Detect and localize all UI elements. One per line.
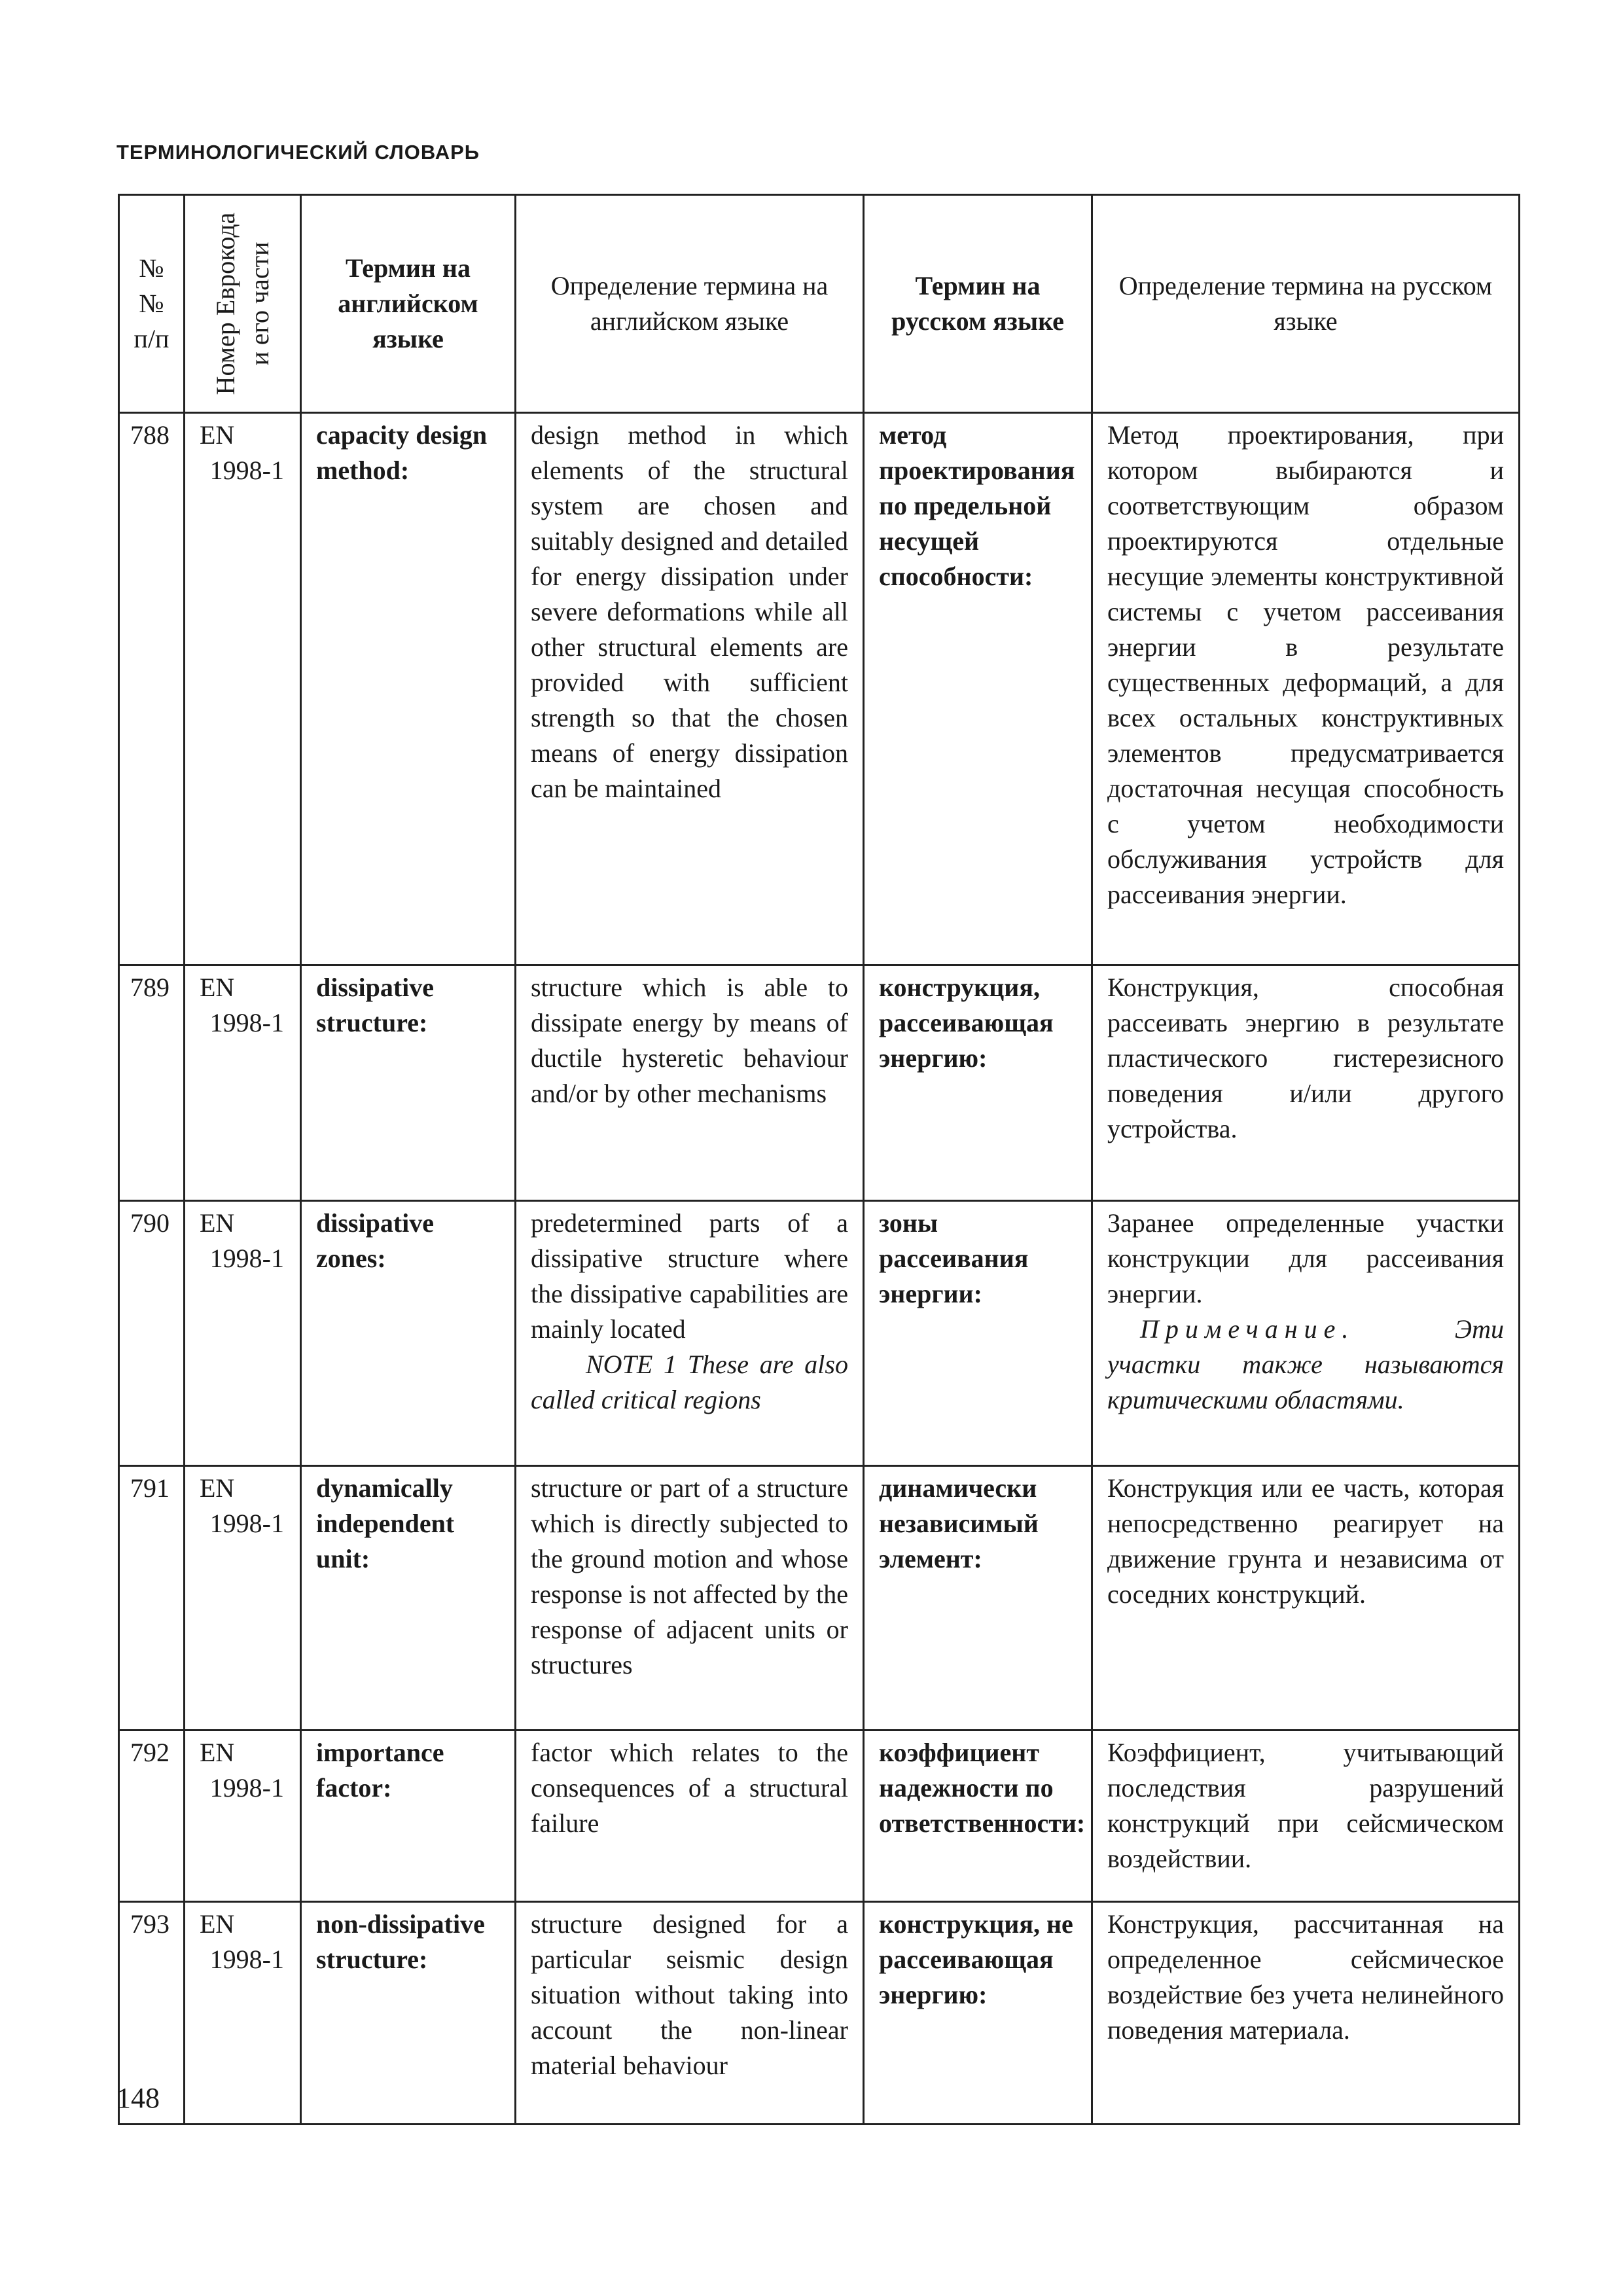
row-number: 793 <box>119 1902 185 2125</box>
table-row <box>119 413 1520 965</box>
term-ru: зоны рассеивания энергии: <box>864 1201 1092 1466</box>
header-def-ru: Определение термина на русском языке <box>1092 195 1520 413</box>
header-num: №№ п/п <box>119 195 185 413</box>
term-en: capacity design method: <box>301 413 516 965</box>
term-ru: конструкция, рассеивающая энергию: <box>864 965 1092 1201</box>
term-ru: метод проектирования по предельной несущей способности: <box>864 413 1092 965</box>
eurocode-ref: EN 1998-1 <box>185 1902 301 2125</box>
eurocode-ref: EN 1998-1 <box>185 1731 301 1902</box>
definition-en: factor which relates to the consequences of a structural failure <box>516 1731 864 1902</box>
table-row <box>119 1201 1520 1466</box>
eurocode-ref: EN 1998-1 <box>185 1201 301 1466</box>
row-number: 790 <box>119 1201 185 1466</box>
row-number: 789 <box>119 965 185 1201</box>
page-number: 148 <box>116 2082 160 2114</box>
definition-en: structure or part of a structure which is directly subjected to the ground motion and whose response is not affected by the response of adjacent units or structures <box>516 1466 864 1731</box>
definition-ru-text: Заранее определенные участки конструкции для рассеивания энергии. <box>1107 1208 1504 1308</box>
definition-ru: Коэффициент, учитывающий последствия разрушений конструкций при сейсмическом воздействии. <box>1092 1731 1520 1902</box>
definition-en: design method in which elements of the structural system are chosen and suitably designed and detailed for energy dissipation under severe deformations while all other structural elements are provided with sufficient strength so that the chosen means of energy dissipation can be maintained <box>516 413 864 965</box>
row-number: 791 <box>119 1466 185 1731</box>
term-en: dissipative zones: <box>301 1201 516 1466</box>
row-number: 792 <box>119 1731 185 1902</box>
term-en: dynamically independent unit: <box>301 1466 516 1731</box>
term-ru: конструкция, не рассеивающая энергию: <box>864 1902 1092 2125</box>
eurocode-ref: EN 1998-1 <box>185 413 301 965</box>
term-en: non-dissipative structure: <box>301 1902 516 2125</box>
definition-en-text: predetermined parts of a dissipative structure where the dissipative capabilities are mainly located <box>531 1208 848 1344</box>
definition-en: structure designed for a particular seismic design situation without taking into account the non-linear material behaviour <box>516 1902 864 2125</box>
table-row <box>119 965 1520 1201</box>
header-def-en: Определение термина на английском языке <box>516 195 864 413</box>
definition-ru: Конструкция, рассчитанная на определенное сейсмическое воздействие без учета нелинейного поведения материала. <box>1092 1902 1520 2125</box>
note-en: NOTE 1 These are also called critical regions <box>531 1350 848 1414</box>
header-term-en: Термин на английском языке <box>301 195 516 413</box>
term-en: importance factor: <box>301 1731 516 1902</box>
definition-en: structure which is able to dissipate energy by means of ductile hysteretic behaviour and/or by other mechanisms <box>516 965 864 1201</box>
definition-ru <box>1092 1201 1520 1466</box>
definition-ru: Конструкция или ее часть, которая непосредственно реагирует на движение грунта и независима от соседних конструкций. <box>1092 1466 1520 1731</box>
table-row <box>119 1902 1520 2125</box>
table-row <box>119 1466 1520 1731</box>
eurocode-ref: EN 1998-1 <box>185 965 301 1201</box>
table-row <box>119 1731 1520 1902</box>
term-ru: коэффициент надежности по ответственности: <box>864 1731 1092 1902</box>
definition-en <box>516 1201 864 1466</box>
header-eurocode: Номер Еврокода и его части <box>185 195 301 413</box>
note-ru: Примечание. Эти участки также называются критическими областями. <box>1107 1314 1504 1414</box>
glossary-table <box>118 194 1520 2125</box>
term-ru: динамически независимый элемент: <box>864 1466 1092 1731</box>
running-head: ТЕРМИНОЛОГИЧЕСКИЙ СЛОВАРЬ <box>116 141 480 164</box>
header-row <box>119 195 1520 413</box>
header-term-ru: Термин на русском языке <box>864 195 1092 413</box>
term-en: dissipative structure: <box>301 965 516 1201</box>
definition-ru: Метод проектирования, при котором выбираются и соответствующим образом проектируются отдельные несущие элементы конструктивной системы с учетом рассеивания энергии в результате существенных деформаций, а для всех остальных конструктивных элементов предусматривается достаточная несущая способность с учетом необходимости обслуживания устройств для рассеивания энергии. <box>1092 413 1520 965</box>
definition-ru: Конструкция, способная рассеивать энергию в результате пластического гистерезисного поведения и/или другого устройства. <box>1092 965 1520 1201</box>
eurocode-ref: EN 1998-1 <box>185 1466 301 1731</box>
row-number: 788 <box>119 413 185 965</box>
